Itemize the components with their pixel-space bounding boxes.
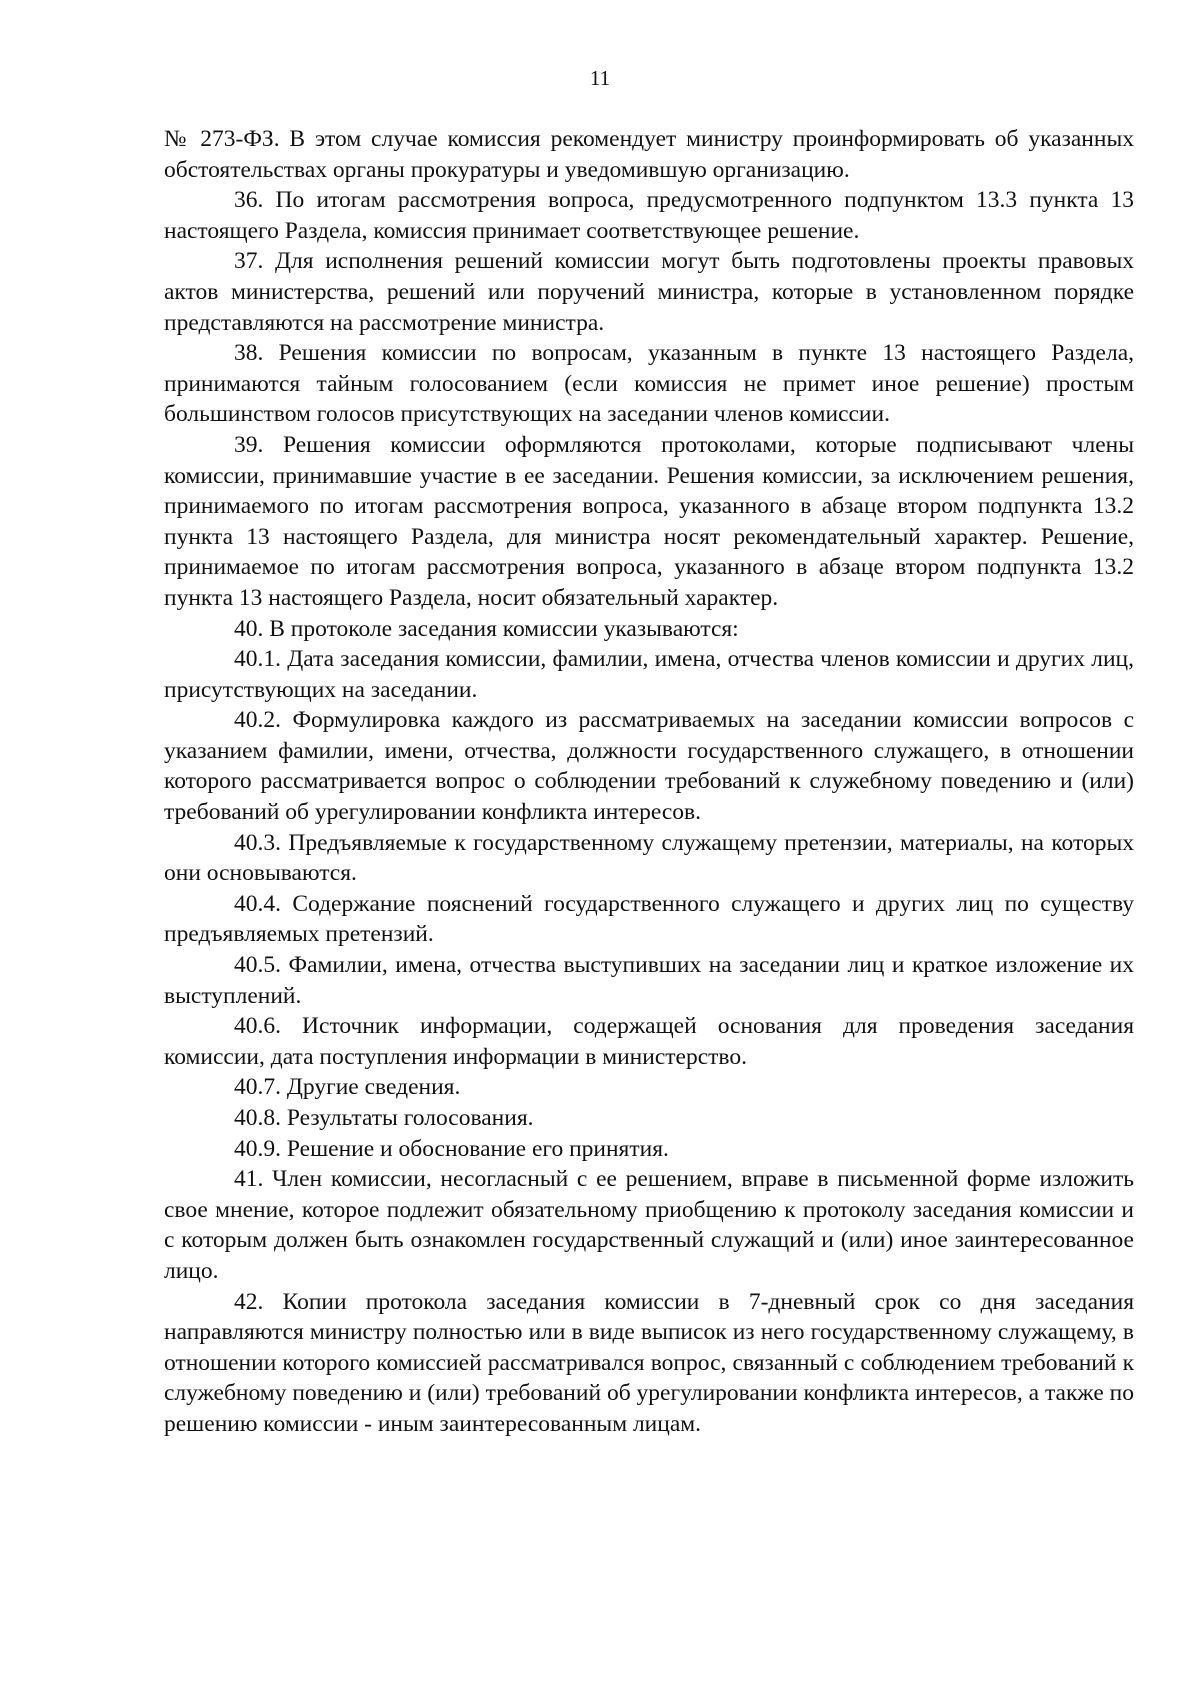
paragraph: 40.8. Результаты голосования. [234,1105,534,1131]
paragraph: 36. По итогам рассмотрения вопроса, предусмотренного подпунктом 13.3 пункта 13 настоящего Раздела, комиссия принимает соответствующее решение. [164,187,1134,244]
paragraph: 40.4. Содержание пояснений государственного служащего и других лиц по существу предъявляемых претензий. [164,890,1134,948]
paragraph: 40.1. Дата заседания комиссии, фамилии, имена, отчества членов комиссии и других лиц, присутствующих на заседании. [164,646,1134,703]
paragraph: 40.7. Другие сведения. [234,1074,461,1101]
paragraph: № 273-ФЗ. В этом случае комиссия рекомендует министру проинформировать об указанных обстоятельствах органы прокуратуры и уведомившую организацию. [164,126,1134,183]
paragraph: 40.2. Формулировка каждого из рассматриваемых на заседании комиссии вопросов с указанием фамилии, имени, отчества, должности государственного служащего, в отношении которого рассматривается вопрос о соблюдении требований к служебному поведению и (или) требований об урегулировании конфликта интересов. [164,707,1134,826]
paragraph: 40. В протоколе заседания комиссии указываются: [234,615,739,642]
paragraph: 41. Член комиссии, несогласный с ее решением, вправе в письменной форме изложить свое мнение, которое подлежит обязательному приобщению к протоколу заседания комиссии и с которым должен быть ознакомлен государственный служащий и (или) иное заинтересованное лицо. [164,1166,1134,1284]
paragraph: 40.5. Фамилии, имена, отчества выступивших на заседании лиц и краткое изложение их выступлений. [164,952,1134,1009]
paragraph: 39. Решения комиссии оформляются протоколами, которые подписывают члены комиссии, принимавшие участие в ее заседании. Решения комиссии, за исключением решения, принимаемого по итогам рассмотрения вопроса, указанного в абзаце втором подпункта 13.2 пункта 13 настоящего Раздела, для министра носят рекомендательный характер. Решение, принимаемое по итогам рассмотрения вопроса, указанного в абзаце втором подпункта 13.2 пункта 13 настоящего Раздела, носит обязательный характер. [164,431,1134,611]
paragraph: 40.3. Предъявляемые к государственному служащему претензии, материалы, на которых они основываются. [164,829,1134,887]
document-body [164,124,1134,1440]
paragraph: 37. Для исполнения решений комиссии могут быть подготовлены проекты правовых актов министерства, решений или поручений министра, которые в установленном порядке представляются на рассмотрение министра. [164,248,1134,336]
paragraph: 38. Решения комиссии по вопросам, указанным в пункте 13 настоящего Раздела, принимаются тайным голосованием (если комиссия не примет иное решение) простым большинством голосов присутствующих на заседании членов комиссии. [164,340,1134,428]
paragraph: 40.6. Источник информации, содержащей основания для проведения заседания комиссии, дата поступления информации в министерство. [164,1013,1134,1070]
paragraph: 40.9. Решение и обоснование его принятия. [234,1135,669,1162]
paragraph: 42. Копии протокола заседания комиссии в 7-дневный срок со дня заседания направляются министру полностью или в виде выписок из него государственному служащему, в отношении которого комиссией рассматривался вопрос, связанный с соблюдением требований к служебному поведению и (или) требований об урегулировании конфликта интересов, а также по решению комиссии - иным заинтересованным лицам. [164,1288,1134,1437]
page-number: 11 [589,66,611,90]
